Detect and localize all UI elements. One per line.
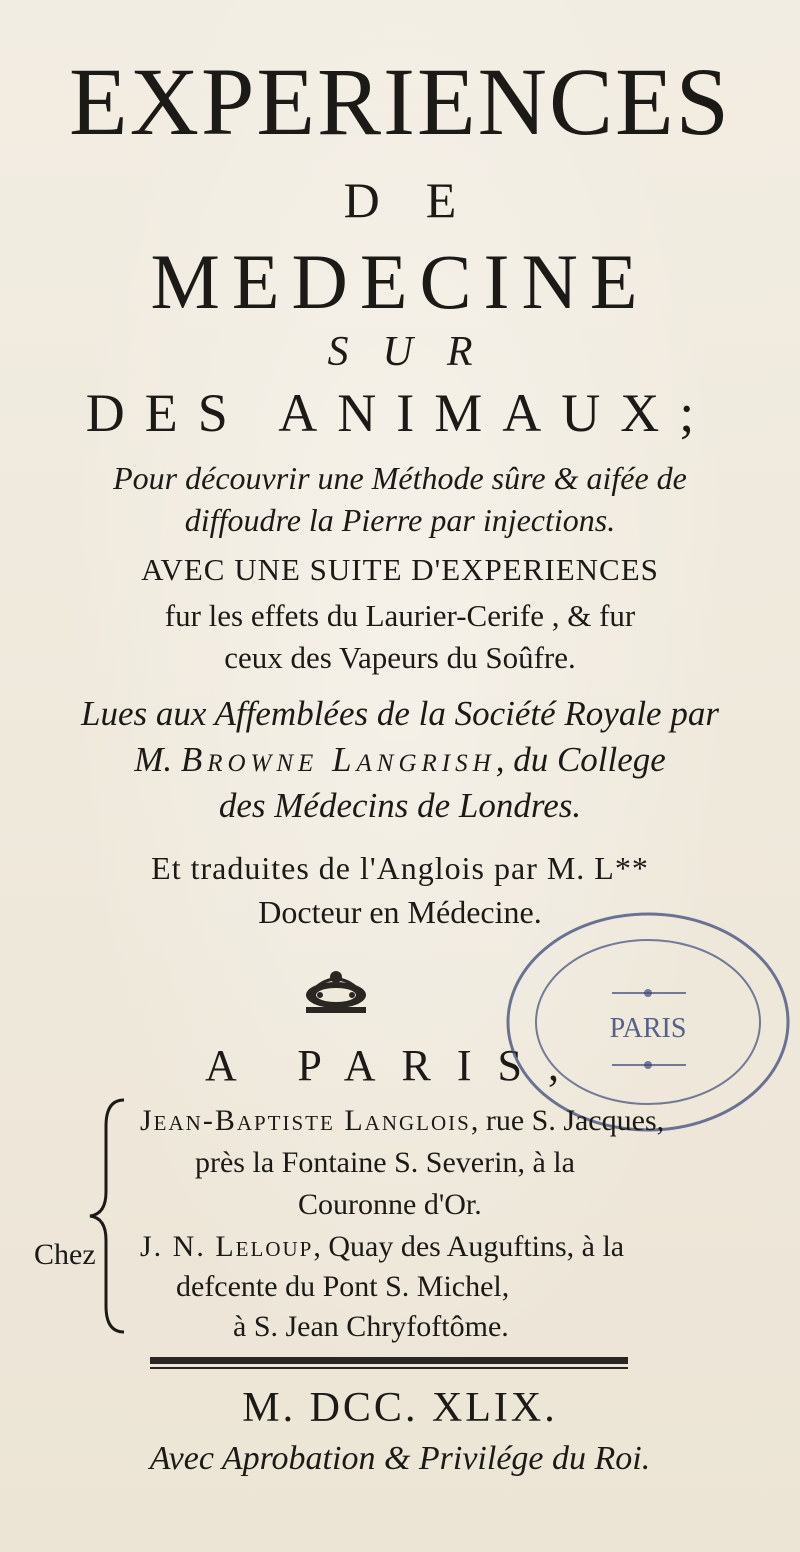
lues-line-1: Lues aux Affemblées de la Société Royale par	[81, 694, 719, 733]
lues-line-3: des Médecins de Londres.	[218, 786, 582, 825]
title-line-sur: SUR	[327, 329, 507, 375]
publication-date: M. DCC. XLIX.	[242, 1385, 558, 1431]
subtitle-line-2: diffoudre la Pierre par injections.	[184, 502, 616, 538]
suite-line-3: ceux des Vapeurs du Soûfre.	[224, 640, 576, 675]
chez-label: Chez	[34, 1238, 96, 1271]
printer-1-name: Jean-Baptiste Langlois	[140, 1104, 471, 1137]
printer-1-line-2: près la Fontaine S. Severin, à la	[195, 1146, 575, 1179]
title-line-de: DE	[343, 172, 503, 228]
privilege-line: Avec Aprobation & Privilége du Roi.	[149, 1440, 651, 1477]
printer-2-line-1	[140, 1230, 624, 1264]
title-line-experiences: EXPERIENCES	[68, 48, 732, 155]
author-college: , du College	[495, 740, 666, 779]
translation-line-2: Docteur en Médecine.	[258, 894, 542, 930]
suite-line-2: fur les effets du Laurier-Cerife , & fur	[164, 598, 636, 633]
author-name: Browne Langrish	[180, 740, 496, 779]
stamp-center-text: PARIS	[609, 1013, 687, 1044]
lues-line-2	[0, 740, 800, 780]
printer-2-address: , Quay des Auguftins, à la	[313, 1230, 625, 1263]
crown-ornament-icon	[300, 965, 372, 1017]
printer-2-name: J. N. Leloup	[140, 1230, 314, 1263]
printer-1-line-1	[140, 1104, 664, 1138]
title-line-medecine: MEDECINE	[150, 238, 650, 325]
suite-line-1: AVEC UNE SUITE D'EXPERIENCES	[141, 552, 659, 587]
title-line-des-animaux: DES ANIMAUX;	[85, 383, 715, 443]
printer-2-line-2: defcente du Pont S. Michel,	[176, 1270, 510, 1303]
translation-line-1: Et traduites de l'Anglois par M. L**	[151, 850, 649, 886]
subtitle-line-1: Pour découvrir une Méthode sûre & aifée de	[113, 460, 687, 496]
curly-brace-icon	[88, 1096, 128, 1336]
printer-2-line-3: à S. Jean Chryfoftôme.	[233, 1310, 509, 1343]
printer-1-address: , rue S. Jacques,	[470, 1104, 665, 1137]
printer-1-line-3: Couronne d'Or.	[298, 1188, 482, 1221]
double-rule-divider	[150, 1356, 628, 1372]
imprint-place: A PARIS,	[205, 1041, 586, 1090]
author-prefix: M.	[134, 740, 181, 779]
